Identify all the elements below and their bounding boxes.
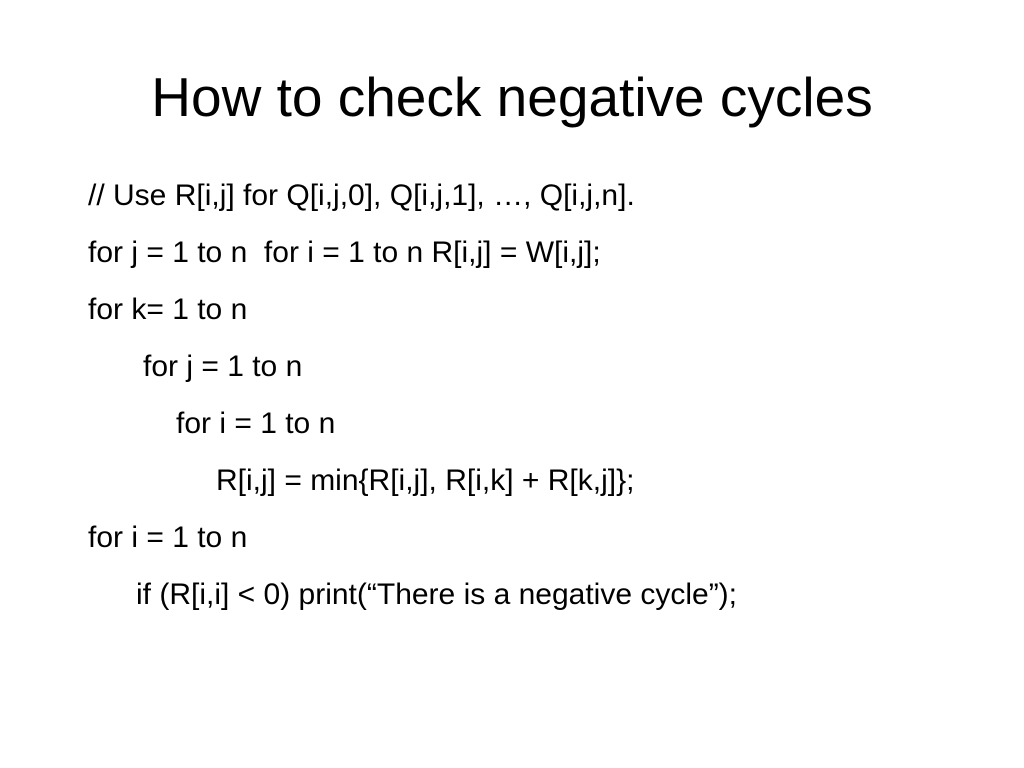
code-line-j-loop: for j = 1 to n xyxy=(143,350,303,383)
code-line-check-loop: for i = 1 to n xyxy=(88,521,248,554)
code-line-k-loop: for k= 1 to n xyxy=(88,293,248,326)
code-line-init-loop: for j = 1 to n for i = 1 to n R[i,j] = W[i,j]; xyxy=(88,236,601,269)
slide-title: How to check negative cycles xyxy=(151,66,873,128)
code-line-i-loop: for i = 1 to n xyxy=(176,407,336,440)
code-line-relax: R[i,j] = min{R[i,j], R[i,k] + R[k,j]}; xyxy=(216,464,635,497)
code-line-comment: // Use R[i,j] for Q[i,j,0], Q[i,j,1], …, Q[i,j,n]. xyxy=(88,179,635,212)
code-line-negative-check: if (R[i,i] < 0) print(“There is a negative cycle”); xyxy=(136,578,738,611)
